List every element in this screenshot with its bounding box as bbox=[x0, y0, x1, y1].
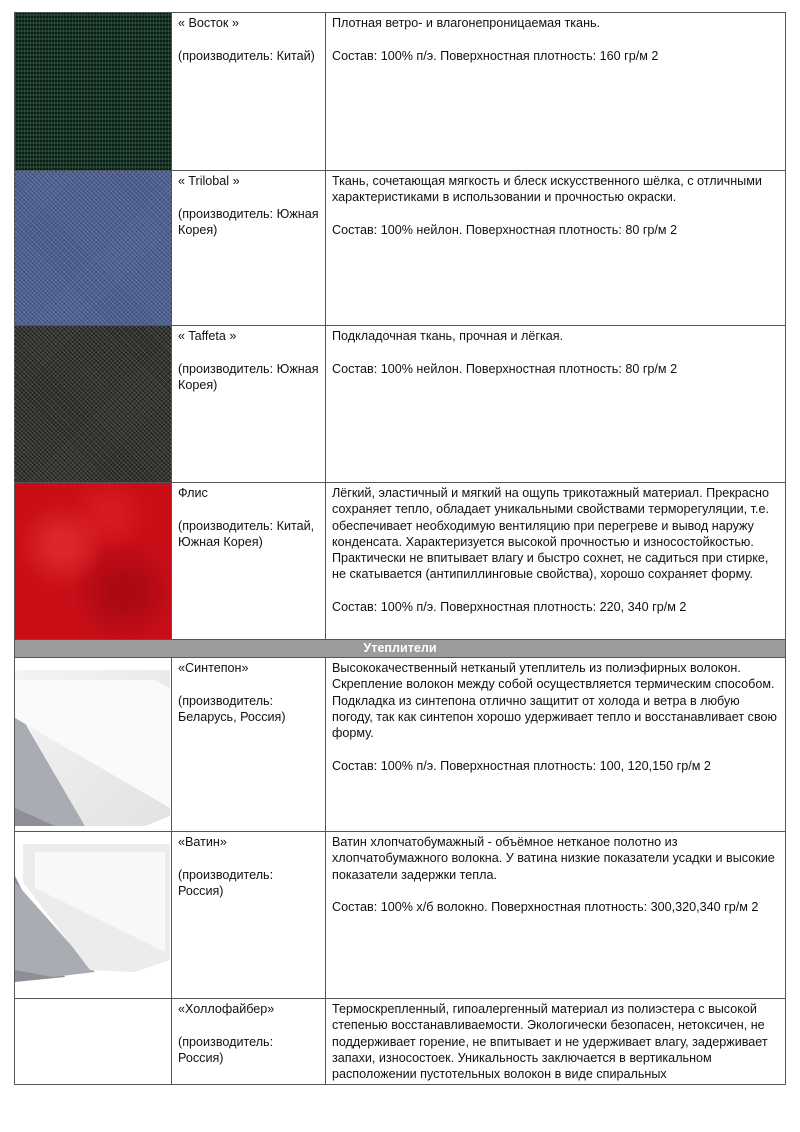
product-name: « Восток » bbox=[178, 16, 239, 30]
product-desc-cell bbox=[326, 483, 786, 640]
fabric-catalog-table bbox=[14, 12, 786, 1085]
product-desc-cell bbox=[326, 13, 786, 171]
product-name: «Холлофайбер» bbox=[178, 1002, 275, 1016]
product-maker: (производитель: Беларусь, Россия) bbox=[178, 693, 286, 724]
product-composition: Состав: 100% п/э. Поверхностная плотность: 220, 340 гр/м 2 bbox=[332, 600, 687, 615]
product-desc-cell bbox=[326, 658, 786, 832]
table-row bbox=[15, 832, 786, 999]
product-description: Ткань, сочетающая мягкость и блеск искусственного шёлка, с отличными характеристиками в использовании и прочностью окраски. bbox=[332, 174, 762, 205]
product-maker: (производитель: Китай) bbox=[178, 48, 315, 63]
product-description: Термоскрепленный, гипоалергенный материал из полиэстера с высокой степенью восстанавливаемости. Экологически безопасен, нетоксичен, не поддерживает горение, не впитывает и не удерживает влагу, задерживает запахи, износостоек. Уникальность заключается в вертикальном расположении пустотельных волокон в виде спиральных bbox=[332, 1002, 768, 1082]
blue-fabric-swatch-icon bbox=[15, 171, 171, 325]
product-composition: Состав: 100% нейлон. Поверхностная плотность: 80 гр/м 2 bbox=[332, 361, 678, 376]
dark-green-fabric-swatch-icon bbox=[15, 13, 171, 170]
product-name: «Ватин» bbox=[178, 835, 227, 849]
swatch-cell bbox=[15, 171, 172, 326]
product-name-cell bbox=[172, 658, 326, 832]
product-description: Подкладочная ткань, прочная и лёгкая. bbox=[332, 329, 564, 343]
table-row bbox=[15, 658, 786, 832]
product-maker: (производитель: Южная Корея) bbox=[178, 361, 319, 392]
product-name-cell bbox=[172, 999, 326, 1085]
red-fleece-swatch-icon bbox=[15, 483, 171, 639]
product-name: «Синтепон» bbox=[178, 661, 249, 675]
product-name-cell bbox=[172, 171, 326, 326]
vatin-batting-swatch-icon bbox=[15, 832, 170, 993]
table-row bbox=[15, 999, 786, 1085]
product-description: Ватин хлопчатобумажный - объёмное нетканое полотно из хлопчатобумажного волокна. У ватина низкие показатели усадки и высокие показатели задержки тепла. bbox=[332, 835, 775, 882]
product-composition: Состав: 100% п/э. Поверхностная плотность: 100, 120,150 гр/м 2 bbox=[332, 758, 711, 773]
product-desc-cell bbox=[326, 171, 786, 326]
swatch-cell bbox=[15, 326, 172, 483]
product-composition: Состав: 100% х/б волокно. Поверхностная плотность: 300,320,340 гр/м 2 bbox=[332, 900, 759, 915]
product-maker: (производитель: Россия) bbox=[178, 1034, 274, 1065]
product-name: Флис bbox=[178, 486, 208, 500]
product-description: Плотная ветро- и влагонепроницаемая ткань. bbox=[332, 16, 601, 30]
product-maker: (производитель: Китай, Южная Корея) bbox=[178, 518, 315, 549]
product-name-cell bbox=[172, 326, 326, 483]
product-description: Высококачественный нетканый утеплитель из полиэфирных волокон. Скрепление волокон между собой осуществляется термическим способом. Подкладка из синтепона отлично защитит от холода и ветра в любую погоду, так как синтепон хорошо удерживает тепло и восстанавливает свою форму. bbox=[332, 661, 777, 741]
product-maker: (производитель: Южная Корея) bbox=[178, 206, 319, 237]
product-desc-cell bbox=[326, 832, 786, 999]
product-description: Лёгкий, эластичный и мягкий на ощупь трикотажный материал. Прекрасно сохраняет тепло, обладает уникальными свойствами терморегуляции, т.е. обеспечивает необходимую вентиляцию при перегреве и вывод наружу конденсата. Характеризуется высокой прочностью и износостойкостью. Практически не впитывает влагу и быстро сохнет, не садиться при стирке, не скатывается (антипиллинговые свойства), хорошо сохраняет форму. bbox=[332, 486, 770, 582]
swatch-cell bbox=[15, 13, 172, 171]
swatch-cell bbox=[15, 483, 172, 640]
swatch-cell bbox=[15, 832, 172, 999]
section-header bbox=[15, 640, 786, 658]
product-name: « Trilobal » bbox=[178, 174, 240, 188]
table-row bbox=[15, 171, 786, 326]
table-row bbox=[15, 13, 786, 171]
sintepon-batting-swatch-icon bbox=[15, 658, 170, 826]
product-maker: (производитель: Россия) bbox=[178, 867, 274, 898]
product-name-cell bbox=[172, 483, 326, 640]
product-name-cell bbox=[172, 832, 326, 999]
product-desc-cell bbox=[326, 999, 786, 1085]
product-desc-cell bbox=[326, 326, 786, 483]
swatch-cell bbox=[15, 999, 172, 1085]
product-name: « Taffeta » bbox=[178, 329, 237, 343]
swatch-cell bbox=[15, 658, 172, 832]
product-composition: Состав: 100% нейлон. Поверхностная плотность: 80 гр/м 2 bbox=[332, 222, 678, 237]
section-header-row bbox=[15, 640, 786, 658]
product-name-cell bbox=[172, 13, 326, 171]
product-composition: Состав: 100% п/э. Поверхностная плотность: 160 гр/м 2 bbox=[332, 48, 659, 63]
table-row bbox=[15, 483, 786, 640]
table-row bbox=[15, 326, 786, 483]
dark-gray-fabric-swatch-icon bbox=[15, 326, 171, 482]
section-title: Утеплители bbox=[363, 641, 437, 655]
